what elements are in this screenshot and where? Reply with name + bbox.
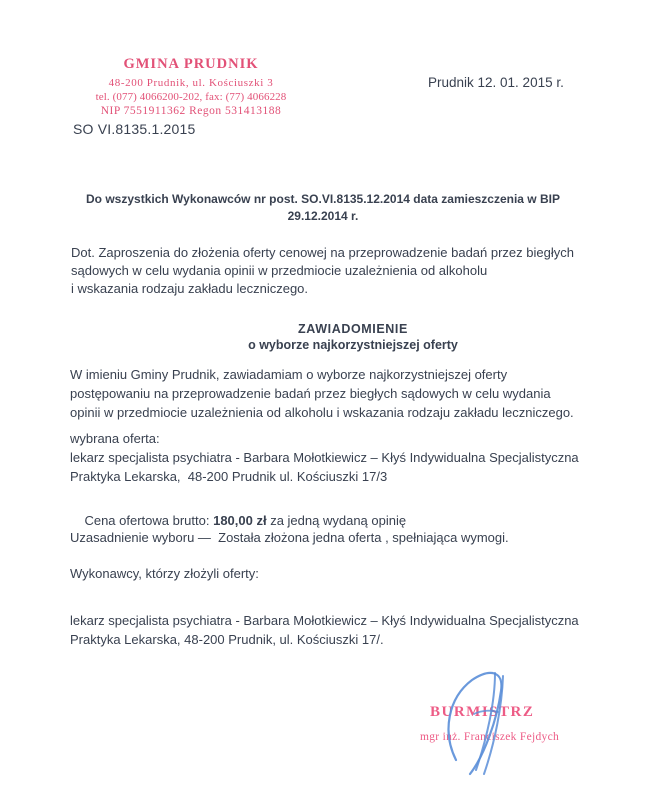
signature-name-stamp: mgr inż. Franciszek Fejdych <box>420 731 560 743</box>
handwritten-signature-ink <box>440 670 540 778</box>
announcement-paragraph <box>70 365 574 422</box>
price-suffix: za jedną wydaną opinię <box>266 513 407 528</box>
announcement-line: opinii w przedmiocie uzależnienia od alkoholu i wskazania rodzaju zakładu leczniczego. <box>70 405 574 420</box>
offer-entry-line: lekarz specjalista psychiatra - Barbara Mołotkiewicz – Kłyś Indywidualna Specjalistyczna <box>70 613 579 628</box>
subject-line: Dot. Zaproszenia do złożenia oferty cenowej na przeprowadzenie badań przez biegłych <box>71 245 574 260</box>
selected-offer-label: wybrana oferta: <box>70 431 160 446</box>
signature-role-stamp: BURMISTRZ <box>430 704 535 720</box>
stamp-title: GMINA PRUDNIK <box>123 56 259 72</box>
addressee-notice: Do wszystkich Wykonawców nr post. SO.VI.8135.12.2014 data zamieszczenia w BIP 29.12.2014 r. <box>86 192 560 223</box>
case-number: SO VI.8135.1.2015 <box>73 121 196 137</box>
municipality-stamp <box>55 56 327 118</box>
offer-entry-line: Praktyka Lekarska, 48-200 Prudnik, ul. Kościuszki 17/. <box>70 631 384 647</box>
subject-paragraph <box>71 244 574 298</box>
price-value: 180,00 zł <box>213 513 267 528</box>
offer-entry <box>70 612 579 649</box>
document-title <box>73 322 633 353</box>
selected-offer-line: Praktyka Lekarska, 48-200 Prudnik ul. Kościuszki 17/3 <box>70 469 388 484</box>
document-title-main: ZAWIADOMIENIE <box>298 322 408 336</box>
price-label: Cena ofertowa brutto: <box>84 513 214 528</box>
stamp-phone-fax: tel. (077) 4066200-202, fax: (77) 4066228 <box>95 91 287 103</box>
offers-header: Wykonawcy, którzy złożyli oferty: <box>70 566 259 581</box>
announcement-line: W imieniu Gminy Prudnik, zawiadamiam o wyborze najkorzystniejszej oferty <box>70 367 508 382</box>
announcement-line: postępowaniu na przeprowadzenie badań przez biegłych sądowych w celu wydania <box>70 386 551 401</box>
document-title-sub: o wyborze najkorzystniejszej oferty <box>248 337 458 352</box>
selected-offer-line: lekarz specjalista psychiatra - Barbara Mołotkiewicz – Kłyś Indywidualna Specjalistyczna <box>70 450 579 465</box>
subject-line: i wskazania rodzaju zakładu leczniczego. <box>71 281 309 296</box>
stamp-nip-regon: NIP 7551911362 Regon 531413188 <box>100 105 282 117</box>
stamp-address: 48-200 Prudnik, ul. Kościuszki 3 <box>108 77 274 89</box>
selected-offer-block <box>70 429 579 486</box>
justification-line: Uzasadnienie wyboru — Została złożona jedna oferta , spełniająca wymogi. <box>70 530 509 545</box>
subject-line: sądowych w celu wydania opinii w przedmiocie uzależnienia od alkoholu <box>71 263 488 278</box>
place-date: Prudnik 12. 01. 2015 r. <box>428 75 564 90</box>
